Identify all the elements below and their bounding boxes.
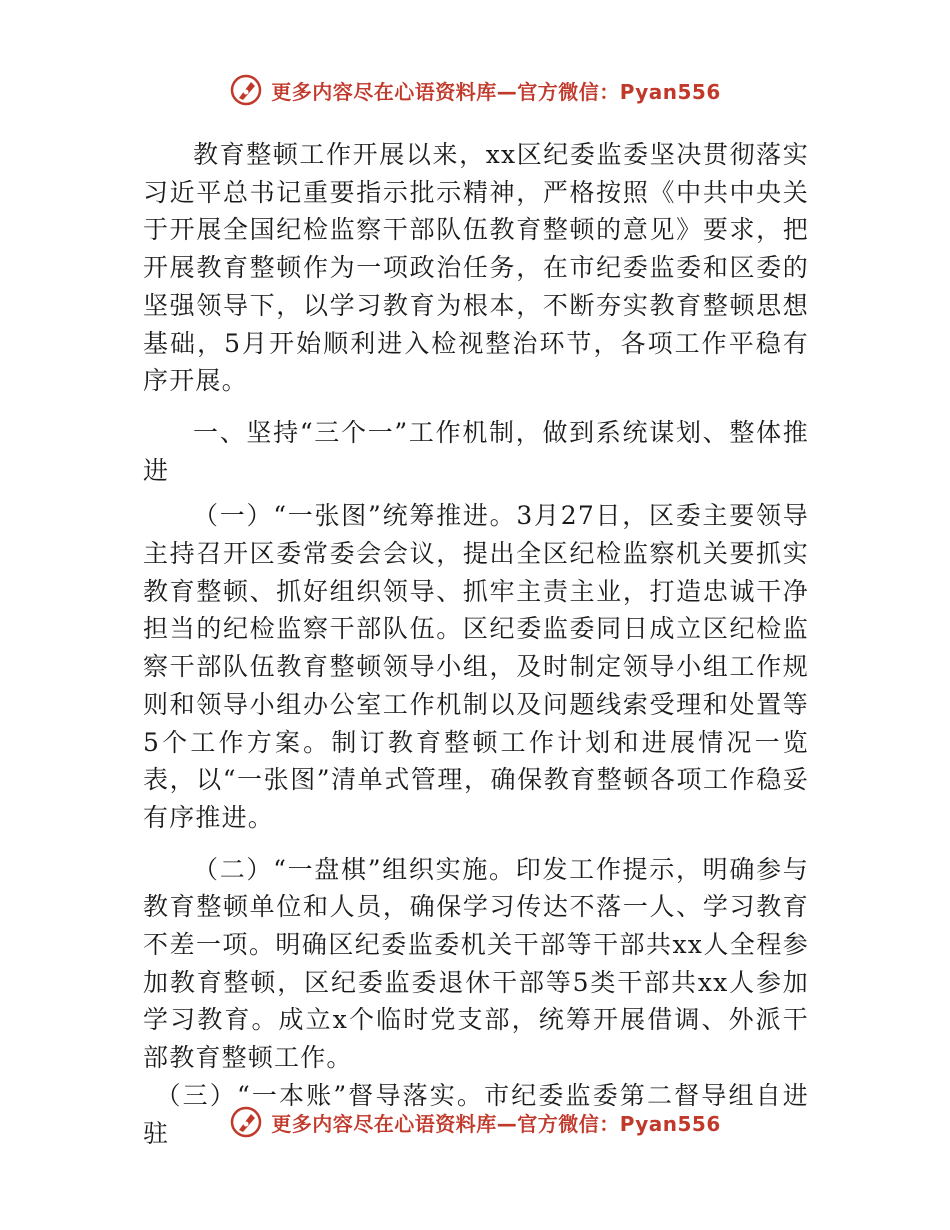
watermark-text: 更多内容尽在心语资料库—官方微信：Pyan556 [271,79,721,104]
document-body [143,136,809,1152]
pen-nib-logo-icon [229,73,263,107]
watermark-footer [0,1102,950,1142]
watermark-text: 更多内容尽在心语资料库—官方微信：Pyan556 [271,1111,721,1136]
section-heading: 一、坚持“三个一”工作机制，做到系统谋划、整体推进 [143,417,809,485]
subsection-paragraph-1: （一）“一张图”统筹推进。3月27日，区委主要领导主持召开区委常委会会议，提出全区纪检监察机关要抓实教育整顿、抓好组织领导、抓牢主责主业，打造忠诚干净担当的纪检监察干部队伍。区纪委监委同日成立区纪检监察干部队伍教育整顿领导小组，及时制定领导小组工作规则和领导小组办公室工作机制以及问题线索受理和处置等5个工作方案。制订教育整顿工作计划和进展情况一览表，以“一张图”清单式管理，确保教育整顿各项工作稳妥有序推进。 [143,501,809,832]
subsection-paragraph-3: （三）“一本账”督导落实。市纪委监委第二督导组自进驻 [143,1080,809,1148]
pen-nib-logo-icon [229,1105,263,1139]
watermark-header [0,70,950,110]
subsection-paragraph-2: （二）“一盘棋”组织实施。印发工作提示，明确参与教育整顿单位和人员，确保学习传达不落一人、学习教育不差一项。明确区纪委监委机关干部等干部共xx人全程参加教育整顿，区纪委监委退休干部等5类干部共xx人参加学习教育。成立x个临时党支部，统筹开展借调、外派干部教育整顿工作。 [143,854,809,1073]
intro-paragraph: 教育整顿工作开展以来，xx区纪委监委坚决贯彻落实习近平总书记重要指示批示精神，严格按照《中共中央关于开展全国纪检监察干部队伍教育整顿的意见》要求，把开展教育整顿作为一项政治任务，在市纪委监委和区委的坚强领导下，以学习教育为根本，不断夯实教育整顿思想基础，5月开始顺利进入检视整治环节，各项工作平稳有序开展。 [143,140,809,396]
